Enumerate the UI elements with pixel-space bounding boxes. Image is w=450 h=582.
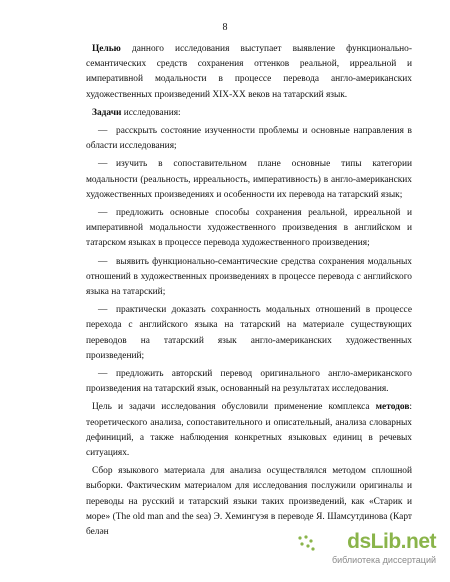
paragraph-tasks-heading	[86, 106, 412, 121]
list-item	[86, 367, 412, 397]
paragraph-text: исследования:	[121, 107, 181, 118]
paragraph-text: : теоретического анализа, сопоставительного и описательный, анализа словарных дефиниций, а также наблюдения конкретных языковых единиц в речевых ситуациях.	[86, 402, 412, 459]
dslib-watermark	[318, 530, 436, 570]
list-item-text: предложить авторский перевод оригинального англо-американского произведения на татарский язык, основанный на результатах исследования.	[86, 369, 412, 395]
list-item	[86, 206, 412, 252]
list-item-text: предложить основные способы сохранения реальной, ирреальной и императивной модальности художественного произведения в английском и татарском языках в процессе перевода художественного произведения;	[86, 208, 412, 249]
dash-marker: —	[98, 208, 108, 219]
list-item-text: изучить в сопоставительном плане основные типы категории модальности (реальность, ирреальность, императивность) в англо-американских художественных произведениях и особенности их перевода на татарский язык;	[86, 159, 412, 200]
dash-marker: —	[98, 126, 108, 137]
paragraph-material	[86, 464, 412, 540]
list-item	[86, 124, 412, 154]
page-number: 8	[222, 22, 228, 33]
list-item-text: расскрыть состояние изученности проблемы и основные направления в области исследования;	[86, 126, 412, 152]
paragraph-methods	[86, 400, 412, 461]
watermark-logo: dsLib.net	[347, 530, 436, 553]
list-item	[86, 303, 412, 364]
dash-marker: —	[98, 305, 108, 316]
list-item	[86, 157, 412, 203]
paragraph-text: Цель и задачи исследования обусловили применение комплекса	[92, 402, 376, 413]
watermark-subtitle: библиотека диссертаций	[331, 555, 436, 565]
term-methods: методов	[375, 402, 410, 413]
paragraph-text: данного исследования выступает выявление функционально-семантических средств сохранения оттенков реальной, ирреальной и императивной модальности в процессе перевода англо-американских художественных произведений XIX-XX веков на татарский язык.	[86, 44, 412, 100]
watermark-dots-icon	[296, 534, 316, 554]
paragraph-goal	[86, 42, 412, 103]
paragraph-text: Сбор языкового материала для анализа осуществлялся методом сплошной выборки. Фактическим материалом для исследования послужили оригиналы и переводы на русский и татарский языки таких произведений, как «Старик и море» (The old man and the sea) Э. Хемингуэя в переводе Я. Шамсутдинова (Карт белән	[86, 466, 412, 538]
document-body	[86, 42, 412, 543]
dash-marker: —	[98, 369, 108, 380]
term-goal: Целью	[92, 44, 121, 54]
term-tasks: Задачи	[92, 107, 122, 118]
list-item	[86, 255, 412, 301]
list-item-text: практически доказать сохранность модальных отношений в процессе перехода с английского языка на татарский на материале существующих переводов на татарский язык англо-американских художественных произведений;	[86, 305, 412, 361]
dash-marker: —	[98, 256, 108, 267]
list-item-text: выявить функционально-семантические средства сохранения модальных отношений в художественных произведениях в процессе перевода с английского языка на татарский;	[86, 256, 412, 298]
dash-marker: —	[98, 159, 108, 170]
